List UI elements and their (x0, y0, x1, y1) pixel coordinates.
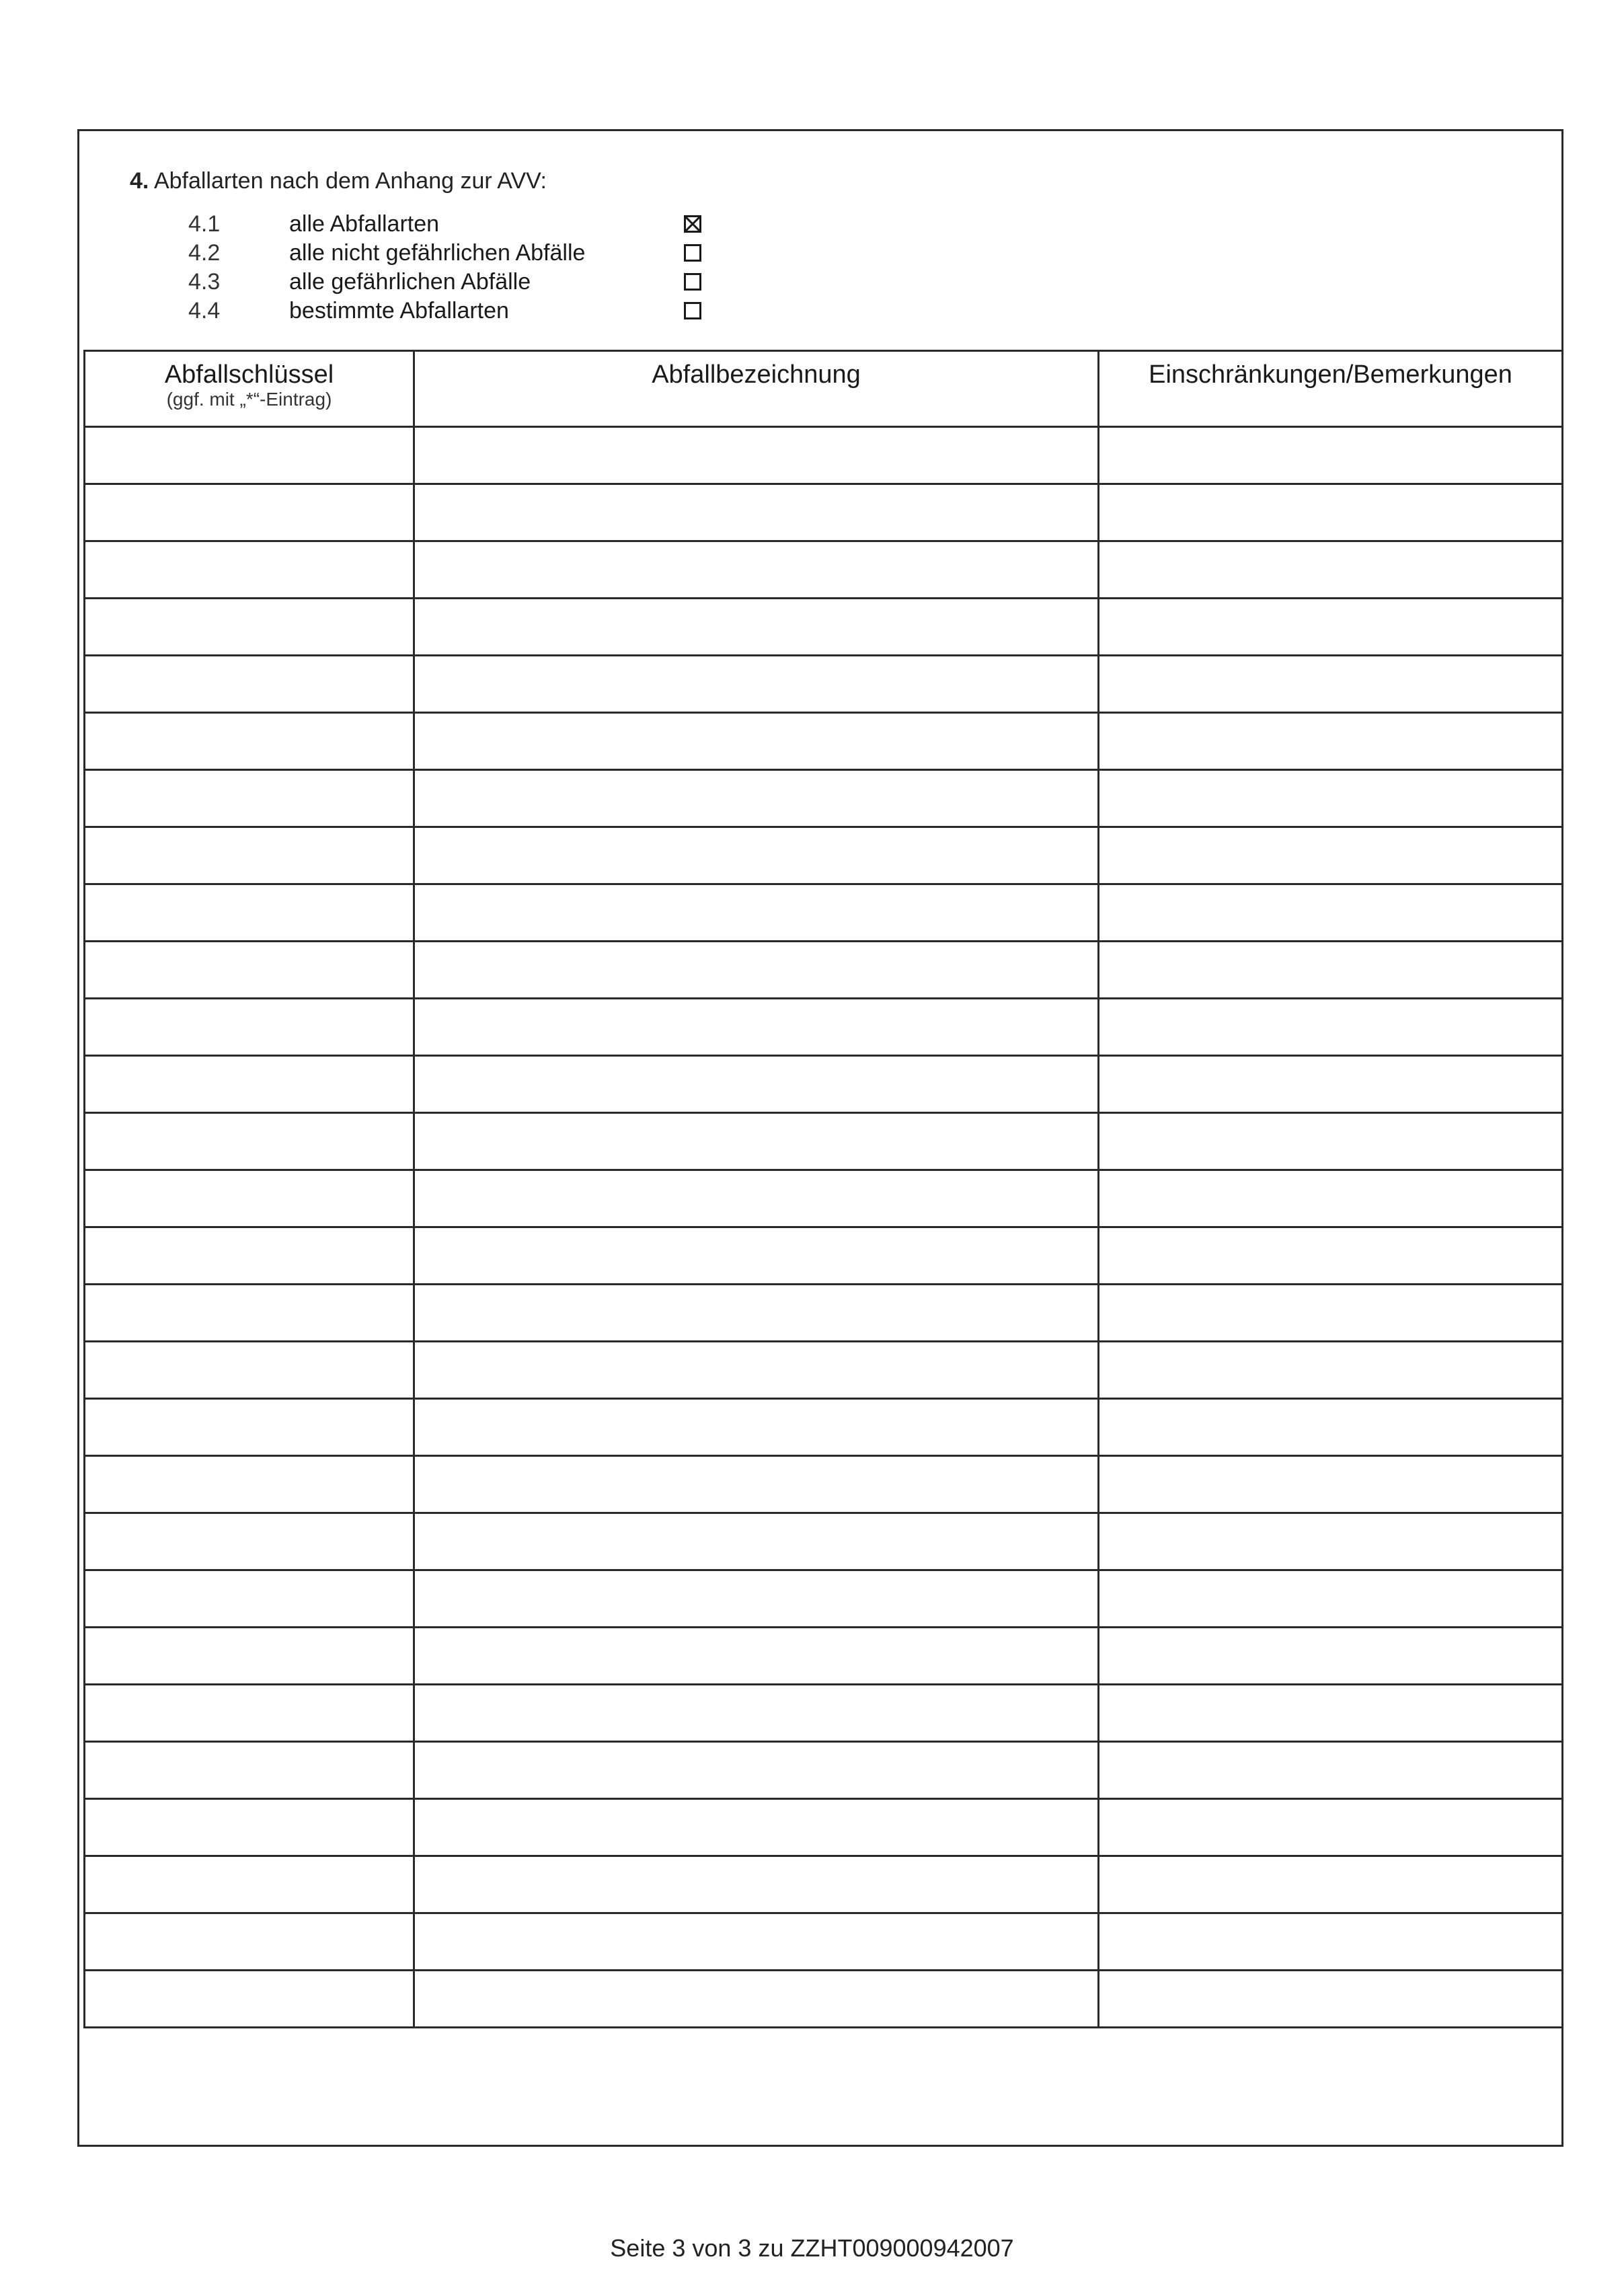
cell-waste-description[interactable] (414, 1913, 1099, 1971)
cell-waste-code[interactable] (85, 1227, 414, 1285)
cell-waste-description[interactable] (414, 656, 1099, 713)
option-number: 4.2 (188, 240, 221, 266)
cell-waste-description[interactable] (414, 1971, 1099, 2028)
cell-restrictions[interactable] (1099, 942, 1563, 999)
cell-waste-code[interactable] (85, 884, 414, 942)
table-row (85, 884, 1563, 942)
cell-waste-description[interactable] (414, 713, 1099, 770)
cell-waste-description[interactable] (414, 599, 1099, 656)
cell-waste-description[interactable] (414, 1799, 1099, 1856)
cell-waste-description[interactable] (414, 1513, 1099, 1570)
table-row (85, 1971, 1563, 2028)
cell-waste-code[interactable] (85, 1342, 414, 1399)
table-row (85, 1628, 1563, 1685)
cell-waste-description[interactable] (414, 1227, 1099, 1285)
cell-waste-code[interactable] (85, 484, 414, 541)
cell-waste-description[interactable] (414, 1742, 1099, 1799)
table-row (85, 1799, 1563, 1856)
cell-waste-code[interactable] (85, 1913, 414, 1971)
cell-restrictions[interactable] (1099, 713, 1563, 770)
cell-waste-description[interactable] (414, 1056, 1099, 1113)
cell-restrictions[interactable] (1099, 1113, 1563, 1170)
option-checkbox[interactable] (684, 302, 701, 319)
header-restrictions-label: Einschränkungen/Bemerkungen (1149, 360, 1512, 389)
table-row (85, 1227, 1563, 1285)
table-row (85, 599, 1563, 656)
table-row (85, 1399, 1563, 1456)
table-row (85, 1170, 1563, 1227)
header-waste-description (414, 351, 1099, 427)
cell-waste-code[interactable] (85, 1456, 414, 1513)
cell-waste-description[interactable] (414, 541, 1099, 599)
cell-waste-description[interactable] (414, 1856, 1099, 1913)
table-row (85, 1570, 1563, 1628)
cell-restrictions[interactable] (1099, 1685, 1563, 1742)
cell-waste-code[interactable] (85, 1513, 414, 1570)
cell-waste-code[interactable] (85, 942, 414, 999)
cell-restrictions[interactable] (1099, 1056, 1563, 1113)
cell-restrictions[interactable] (1099, 827, 1563, 884)
page-footer: Seite 3 von 3 zu ZZHT009000942007 (610, 2234, 1014, 2262)
option-number: 4.1 (188, 211, 221, 237)
cell-restrictions[interactable] (1099, 1342, 1563, 1399)
table-row (85, 1513, 1563, 1570)
table-row (85, 1342, 1563, 1399)
cell-waste-description[interactable] (414, 1399, 1099, 1456)
table-row (85, 541, 1563, 599)
table-row (85, 1056, 1563, 1113)
header-waste-code-note: (ggf. mit „*“-Eintrag) (166, 389, 332, 410)
cell-waste-description[interactable] (414, 999, 1099, 1056)
table-row (85, 1285, 1563, 1342)
cell-waste-code[interactable] (85, 427, 414, 484)
header-waste-code-label: Abfallschlüssel (164, 360, 334, 389)
option-checkbox[interactable] (684, 215, 701, 233)
option-label: alle Abfallarten (289, 211, 440, 237)
cell-waste-description[interactable] (414, 770, 1099, 827)
cell-waste-description[interactable] (414, 1113, 1099, 1170)
table-row (85, 427, 1563, 484)
table-row (85, 1856, 1563, 1913)
cell-waste-description[interactable] (414, 1628, 1099, 1685)
cell-waste-description[interactable] (414, 1570, 1099, 1628)
cell-waste-code[interactable] (85, 1170, 414, 1227)
cell-restrictions[interactable] (1099, 1799, 1563, 1856)
cell-waste-code[interactable] (85, 656, 414, 713)
cell-waste-description[interactable] (414, 427, 1099, 484)
cell-waste-code[interactable] (85, 827, 414, 884)
header-waste-description-label: Abfallbezeichnung (652, 360, 861, 389)
cell-restrictions[interactable] (1099, 770, 1563, 827)
cell-waste-code[interactable] (85, 1628, 414, 1685)
option-number: 4.4 (188, 298, 221, 323)
option-label: alle gefährlichen Abfälle (289, 269, 531, 295)
section-heading (130, 168, 547, 194)
cell-waste-description[interactable] (414, 1456, 1099, 1513)
cell-restrictions[interactable] (1099, 1285, 1563, 1342)
cell-waste-code[interactable] (85, 599, 414, 656)
option-label: bestimmte Abfallarten (289, 298, 509, 323)
cell-waste-description[interactable] (414, 1285, 1099, 1342)
table-header-row (85, 351, 1563, 427)
cell-waste-description[interactable] (414, 942, 1099, 999)
table-row (85, 713, 1563, 770)
section-title: Abfallarten nach dem Anhang zur AVV: (153, 168, 547, 194)
table-row (85, 1742, 1563, 1799)
cell-restrictions[interactable] (1099, 1456, 1563, 1513)
table-row (85, 484, 1563, 541)
table-row (85, 656, 1563, 713)
cell-restrictions[interactable] (1099, 1570, 1563, 1628)
cell-waste-code[interactable] (85, 713, 414, 770)
section-number: 4. (130, 168, 149, 194)
cell-restrictions[interactable] (1099, 599, 1563, 656)
cell-restrictions[interactable] (1099, 1227, 1563, 1285)
cell-waste-code[interactable] (85, 541, 414, 599)
cell-restrictions[interactable] (1099, 1628, 1563, 1685)
table-row (85, 770, 1563, 827)
cell-waste-code[interactable] (85, 1685, 414, 1742)
option-checkbox[interactable] (684, 273, 701, 291)
header-restrictions (1099, 351, 1563, 427)
cell-restrictions[interactable] (1099, 1513, 1563, 1570)
cell-waste-code[interactable] (85, 1971, 414, 2028)
cell-waste-code[interactable] (85, 1285, 414, 1342)
cell-waste-description[interactable] (414, 484, 1099, 541)
cell-restrictions[interactable] (1099, 1170, 1563, 1227)
cell-waste-code[interactable] (85, 770, 414, 827)
table-row (85, 1113, 1563, 1170)
cell-restrictions[interactable] (1099, 1971, 1563, 2028)
cell-restrictions[interactable] (1099, 1399, 1563, 1456)
cell-restrictions[interactable] (1099, 427, 1563, 484)
cell-waste-code[interactable] (85, 1570, 414, 1628)
option-checkbox[interactable] (684, 244, 701, 262)
cell-waste-description[interactable] (414, 1170, 1099, 1227)
cell-waste-description[interactable] (414, 884, 1099, 942)
cell-restrictions[interactable] (1099, 1913, 1563, 1971)
cell-waste-description[interactable] (414, 1342, 1099, 1399)
waste-table-container (83, 350, 1561, 2028)
cell-waste-code[interactable] (85, 1056, 414, 1113)
cell-waste-code[interactable] (85, 1856, 414, 1913)
table-row (85, 942, 1563, 999)
table-row (85, 827, 1563, 884)
cell-restrictions[interactable] (1099, 884, 1563, 942)
option-label: alle nicht gefährlichen Abfälle (289, 240, 586, 266)
table-row (85, 1913, 1563, 1971)
cell-waste-code[interactable] (85, 1799, 414, 1856)
cell-restrictions[interactable] (1099, 484, 1563, 541)
cell-waste-code[interactable] (85, 999, 414, 1056)
cell-waste-code[interactable] (85, 1742, 414, 1799)
cell-restrictions[interactable] (1099, 1856, 1563, 1913)
cell-restrictions[interactable] (1099, 656, 1563, 713)
table-row (85, 999, 1563, 1056)
cell-waste-description[interactable] (414, 1685, 1099, 1742)
cell-waste-code[interactable] (85, 1113, 414, 1170)
header-waste-code (85, 351, 414, 427)
cell-restrictions[interactable] (1099, 541, 1563, 599)
cell-waste-code[interactable] (85, 1399, 414, 1456)
cell-waste-description[interactable] (414, 827, 1099, 884)
table-row (85, 1456, 1563, 1513)
cell-restrictions[interactable] (1099, 999, 1563, 1056)
cell-restrictions[interactable] (1099, 1742, 1563, 1799)
table-body (85, 427, 1563, 2028)
table-row (85, 1685, 1563, 1742)
waste-table (83, 350, 1563, 2028)
option-number: 4.3 (188, 269, 221, 295)
